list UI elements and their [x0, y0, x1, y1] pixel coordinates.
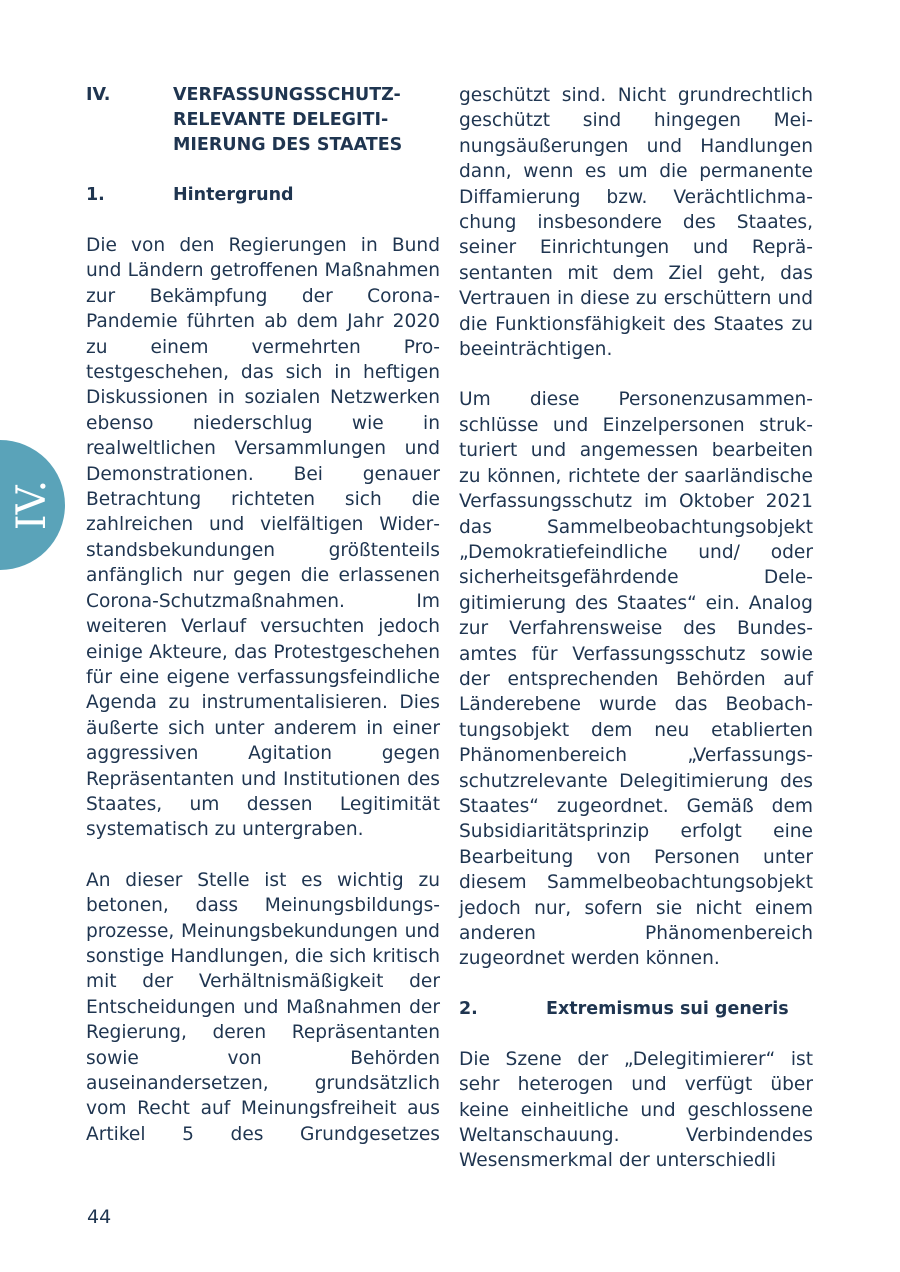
paragraph-continuation: geschützt sind. Nicht grundrechtlich geschützt sind hingegen Meinungsäußerungen und Handlungen dann, wenn es um die permanente Diffamierung bzw. Verächtlichmachung insbesondere des Staates, seiner Einrichtungen und Repräsentanten mit dem Ziel geht, das Vertrauen in diese zu erschüttern und die Funktionsfähigkeit des Staates zu beeinträchtigen. [459, 85, 813, 361]
left-column [86, 83, 440, 1172]
paragraph: Um diese Personenzusammenschlüsse und Einzelpersonen strukturiert und angemessen bearbeiten zu können, richtete der saarländische Verfassungsschutz im Oktober 2021 das Sammelbeobachtungsobjekt „Demokratiefeindliche und/ oder sicherheitsgefährdende Delegitimierung des Staates“ ein. Analog zur Verfahrensweise des Bundesamtes für Verfassungsschutz sowie der entsprechenden Behörden auf Länderebene wurde das Beobachtungsobjekt dem neu etablierten Phänomenbereich „Verfassungsschutzrelevante Delegitimierung des Staates“ zugeordnet. Gemäß dem Subsidiaritätsprinzip erfolgt eine Bearbeitung von Personen unter diesem Sammelbeobachtungsobjekt jedoch nur, sofern sie nicht einem anderen Phänomenbereich zugeordnet werden können. [459, 389, 813, 970]
paragraph-text: An dieser Stelle ist es wichtig zu betonen, dass Meinungsbildungsprozesse, Meinungsbekundungen und sonstige Handlungen, die sich kritisch mit der Verhältnismäßigkeit der Entscheidungen und Maßnahmen der Regierung, deren Repräsentanten sowie von Behörden auseinandersetzen, grundsätzlich vom Recht auf Meinungsfreiheit aus Artikel 5 des Grundgesetzes [86, 869, 440, 1145]
section-heading-1 [86, 183, 440, 208]
chapter-tab-label: IV. [9, 479, 55, 531]
paragraph-continued [86, 868, 440, 1147]
section-title: Hintergrund [173, 185, 294, 205]
chapter-heading [86, 83, 440, 158]
right-column [459, 83, 813, 1199]
page-number: 44 [87, 1206, 112, 1228]
chapter-title: VERFASSUNGSSCHUTZ-RELEVANTE DELEGITI-MIERUNG DES STAATES [173, 85, 403, 155]
paragraph: Die Szene der „Delegitimierer“ ist sehr heterogen und verfügt über keine einheitliche und geschlossene Weltanschauung. Verbindendes Wesensmerkmal der unterschiedli [459, 1048, 813, 1172]
section-number: 1. [86, 185, 105, 205]
paragraph: Die von den Regierungen in Bund und Ländern getroffenen Maßnahmen zur Bekämpfung der Corona-Pandemie führten ab dem Jahr 2020 zu einem vermehrten Protestgeschehen, das sich in heftigen Diskussionen in sozialen Netzwerken ebenso niederschlug wie in realweltlichen Versammlungen und Demonstrationen. Bei genauer Betrachtung richteten sich die zahlreichen und vielfältigen Widerstandsbekundungen größtenteils anfänglich nur gegen die erlassenen Corona-Schutzmaßnahmen. Im weiteren Verlauf versuchten jedoch einige Akteure, das Protestgeschehen für eine eigene verfassungsfeindliche Agenda zu instrumentalisieren. Dies äußerte sich unter anderem in einer aggressiven Agitation gegen Repräsentanten und Institutionen des Staates, um dessen Legitimität systematisch zu untergraben. [86, 235, 440, 841]
section-title: Extremismus sui generis [546, 998, 789, 1019]
section-heading-2 [459, 997, 813, 1022]
section-number: 2. [459, 998, 478, 1019]
chapter-number: IV. [86, 85, 111, 105]
